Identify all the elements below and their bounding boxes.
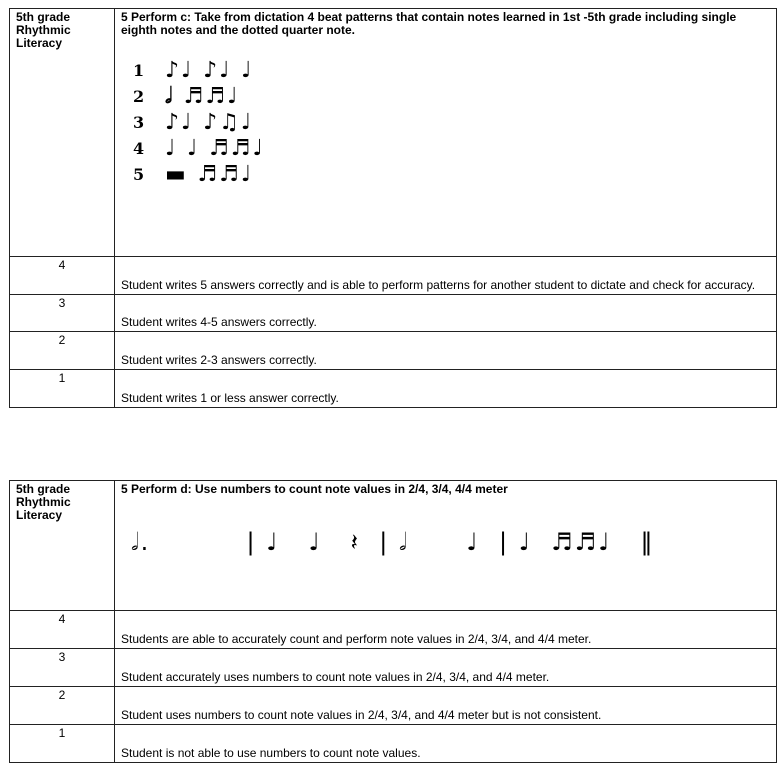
- score-description: Student uses numbers to count note values in 2/4, 3/4, and 4/4 meter but is not consistent.: [115, 687, 777, 725]
- pattern-number: 4: [133, 138, 145, 158]
- pattern-notes: ♩ ♩ ♬♬♩: [165, 135, 265, 161]
- pattern-notes: ▬ ♬♬♩: [165, 161, 254, 187]
- score-row: [10, 649, 777, 687]
- score-row: [10, 370, 777, 408]
- score-description: Students are able to accurately count and perform note values in 2/4, 3/4, and 4/4 meter.: [115, 611, 777, 649]
- rubric-table-perform-c: [9, 8, 777, 408]
- pattern-row: [133, 161, 770, 187]
- score-description: Student is not able to use numbers to count note values.: [115, 725, 777, 763]
- score-value: 4: [10, 257, 115, 295]
- score-value: 3: [10, 649, 115, 687]
- pattern-row: [133, 135, 770, 161]
- standard-cell: [115, 9, 777, 257]
- header-row: [10, 481, 777, 611]
- pattern-notes: ♪♩ ♪♫♩: [165, 109, 254, 135]
- score-row: [10, 332, 777, 370]
- category-label: 5th grade Rhythmic Literacy: [10, 9, 115, 257]
- score-description: Student writes 2-3 answers correctly.: [115, 332, 777, 370]
- dictation-patterns: [121, 57, 770, 187]
- score-description: Student accurately uses numbers to count note values in 2/4, 3/4, and 4/4 meter.: [115, 649, 777, 687]
- pattern-row: [133, 57, 770, 83]
- score-row: [10, 725, 777, 763]
- pattern-number: 3: [133, 112, 145, 132]
- score-value: 4: [10, 611, 115, 649]
- score-value: 2: [10, 687, 115, 725]
- standard-cell: [115, 481, 777, 611]
- score-value: 3: [10, 295, 115, 332]
- score-description: Student writes 1 or less answer correctly.: [115, 370, 777, 408]
- rubric-table-perform-d: [9, 480, 777, 763]
- pattern-row: [133, 109, 770, 135]
- score-value: 1: [10, 725, 115, 763]
- pattern-number: 2: [133, 86, 145, 106]
- score-description: Student writes 4-5 answers correctly.: [115, 295, 777, 332]
- score-value: 2: [10, 332, 115, 370]
- standard-heading: 5 Perform c: Take from dictation 4 beat patterns that contain notes learned in 1st -5th grade including single eighth notes and the dotted quarter note.: [121, 10, 737, 37]
- score-value: 1: [10, 370, 115, 408]
- pattern-number: 1: [133, 60, 145, 80]
- pattern-notes: 𝅗𝅥 ♬♬♩: [165, 83, 240, 109]
- category-label: 5th grade Rhythmic Literacy: [10, 481, 115, 611]
- score-row: [10, 295, 777, 332]
- score-row: [10, 687, 777, 725]
- pattern-notes: ♪♩ ♪♩ ♩: [165, 57, 254, 83]
- score-description: Student writes 5 answers correctly and is able to perform patterns for another student to dictate and check for accuracy.: [115, 257, 777, 295]
- header-row: [10, 9, 777, 257]
- pattern-number: 5: [133, 164, 145, 184]
- rhythm-line: 𝅗𝅥. | ♩ ♩ 𝄽 | 𝅗𝅥 ♩ | ♩ ♬♬♩ ‖: [131, 528, 655, 556]
- score-row: [10, 257, 777, 295]
- standard-heading: 5 Perform d: Use numbers to count note values in 2/4, 3/4, 4/4 meter: [121, 482, 508, 496]
- pattern-row: [133, 83, 770, 109]
- score-row: [10, 611, 777, 649]
